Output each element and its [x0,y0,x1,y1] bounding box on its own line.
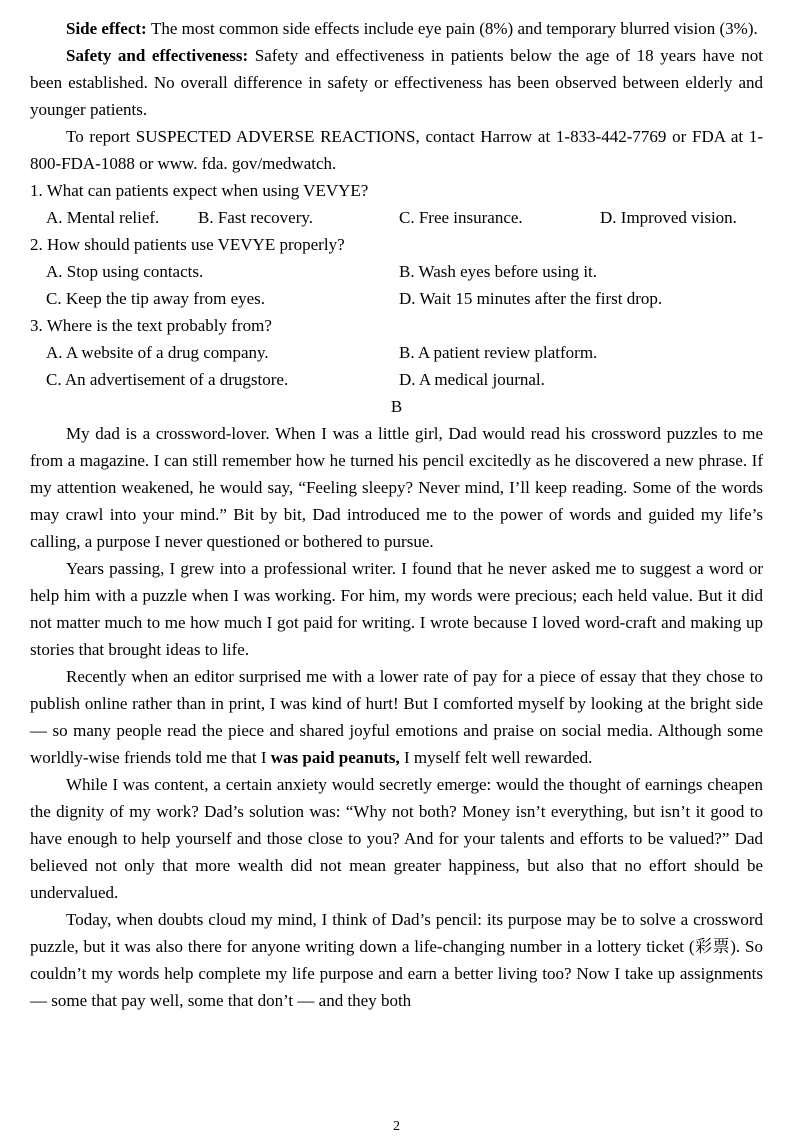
question-3-options [30,339,763,393]
question-3-option-a: A. A website of a drug company. [46,343,269,362]
passage-b-paragraph-3 [30,663,763,771]
passage-b-paragraph-2 [30,555,763,663]
question-3-option-d: D. A medical journal. [399,370,545,389]
question-3-option-c: C. An advertisement of a drugstore. [46,370,289,389]
question-2-option-d: D. Wait 15 minutes after the first drop. [399,289,663,308]
question-2-options [30,258,763,312]
text-segment: Recently when an editor surprised me with a lower rate of pay for a piece of essay that they chose to publish online rather than in print, I was kind of hurt! But I comforted myself by looking at the bright side — so many people read the piece and shared joyful emotions and praise on social media. Although some worldly-wise friends told me that I [30,667,763,767]
page-number: 2 [393,1119,400,1134]
passage-b-paragraph-5 [30,906,763,1014]
question-3-option-b: B. A patient review platform. [399,343,598,362]
passage-b-paragraph-4 [30,771,763,906]
passage-b-paragraph-1 [30,420,763,555]
side-effect-paragraph [30,15,763,42]
text-segment: I myself felt well rewarded. [399,748,593,767]
question-1-option-a: A. Mental relief. [46,208,160,227]
section-b-heading: B [390,397,403,416]
bold-text-segment: Safety and effectiveness: [66,46,255,65]
text-segment: My dad is a crossword-lover. When I was a little girl, Dad would read his crossword puzzles to me from a magazine. I can still remember how he turned his pencil excitedly as he discovered a new phrase. If my attention weakened, he would say, “Feeling sleepy? Never mind, I’ll keep reading. Some of the words may crawl into your mind.” Bit by bit, Dad introduced me to the power of words and guided my life’s calling, a purpose I never questioned or bothered to pursue. [30,424,763,551]
question-3-stem: 3. Where is the text probably from? [30,316,272,335]
text-segment: The most common side effects include eye pain (8%) and temporary blurred vision (3%). [150,19,758,38]
question-2-option-b: B. Wash eyes before using it. [399,262,598,281]
question-1-stem: 1. What can patients expect when using VEVYE? [30,181,369,200]
text-segment: Today, when doubts cloud my mind, I think of Dad’s pencil: its purpose may be to solve a crossword puzzle, but it was also there for anyone writing down a life-changing number in a lottery ticket (彩票). So couldn’t my words help complete my life purpose and earn a better living too? Now I take up assignments — some that pay well, some that don’t — and they both [30,910,763,1010]
question-1-option-b: B. Fast recovery. [198,208,314,227]
question-1-options [30,204,763,231]
text-segment: To report SUSPECTED ADVERSE REACTIONS, contact Harrow at 1-833-442-7769 or FDA at 1-800-FDA-1088 or www. fda. gov/medwatch. [30,127,763,173]
text-segment: While I was content, a certain anxiety would secretly emerge: would the thought of earnings cheapen the dignity of my work? Dad’s solution was: “Why not both? Money isn’t everything, but isn’t it good to have enough to help yourself and those close to you? And for your talents and efforts to be valued?” Dad believed not only that more wealth did not mean greater happiness, but also that no effort should be undervalued. [30,775,763,902]
bold-text-segment: Side effect: [66,19,151,38]
text-segment: Safety and effectiveness in patients below the age of 18 years have not been established. No overall difference in safety or effectiveness has been observed between elderly and younger patients. [30,46,763,119]
question-2-stem: 2. How should patients use VEVYE properly? [30,235,345,254]
adverse-reactions-paragraph [30,123,763,177]
question-1-option-d: D. Improved vision. [600,208,737,227]
question-1-option-c: C. Free insurance. [399,208,523,227]
text-segment: Years passing, I grew into a professional writer. I found that he never asked me to suggest a word or help him with a puzzle when I was working. For him, my words were precious; each held value. But it did not matter much to me how much I got paid for writing. I wrote because I loved word-craft and making up stories that brought ideas to life. [30,559,763,659]
question-2-option-c: C. Keep the tip away from eyes. [46,289,266,308]
question-2 [30,231,763,312]
bold-text-segment: was paid peanuts, [270,748,400,767]
question-1 [30,177,763,231]
safety-effectiveness-paragraph [30,42,763,123]
question-3 [30,312,763,393]
question-2-option-a: A. Stop using contacts. [46,262,204,281]
